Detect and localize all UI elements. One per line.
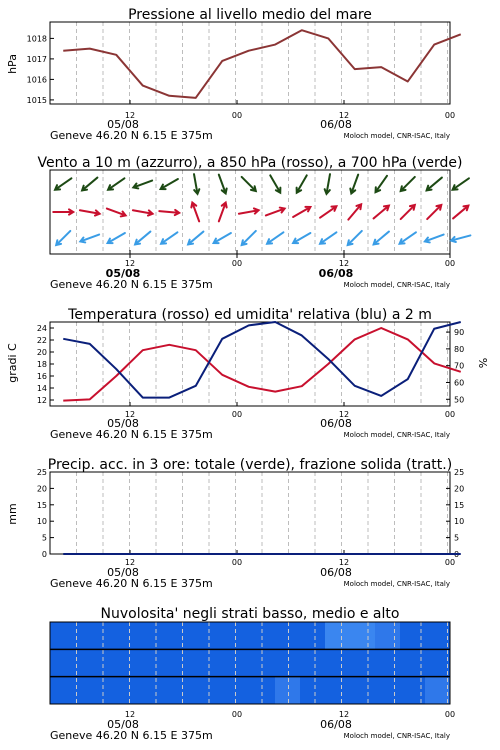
temperature-ytick-label: 16	[36, 372, 47, 381]
wind-700hpa-arrow	[82, 178, 97, 191]
temperature-ytick-label: 14	[36, 384, 47, 393]
wind-10m-arrow	[451, 235, 470, 242]
cloud-cell	[50, 677, 75, 704]
temperature-panel	[6, 307, 490, 441]
wind-700hpa-arrow	[242, 177, 256, 191]
pressure-xtick-3: 12	[338, 111, 350, 120]
temperature-date-1: 05/08	[107, 417, 139, 430]
precipitation-right-ytick-label: 20	[454, 484, 465, 494]
wind-850hpa-arrow	[53, 209, 73, 214]
wind-title: Vento a 10 m (azzurro), a 850 hPa (rosso), a 700 hPa (verde)	[37, 155, 463, 171]
pressure-ytick-label: 1015	[26, 95, 47, 105]
cloud-date-2: 06/08	[320, 718, 352, 731]
humidity-ytick-label: 60	[454, 378, 465, 388]
humidity-ylabel: %	[477, 357, 490, 369]
cloud-cell	[275, 649, 300, 676]
pressure-ytick-label: 1017	[26, 54, 47, 64]
cloud-cell	[200, 677, 225, 704]
wind-10m-arrow	[161, 232, 177, 243]
cloud-cell	[75, 677, 100, 704]
wind-10m-arrow	[293, 233, 310, 243]
wind-plot	[50, 170, 470, 258]
pressure-plot	[27, 22, 461, 105]
precipitation-ytick-label: 5	[41, 533, 47, 543]
cloud-cell	[100, 649, 125, 676]
precipitation-xtick-2: 00	[231, 558, 243, 567]
cloud-cell	[200, 649, 225, 676]
wind-700hpa-arrow	[161, 179, 178, 189]
wind-10m-arrow	[425, 235, 444, 243]
wind-700hpa-arrow	[401, 177, 415, 191]
wind-10m-arrow	[320, 232, 336, 243]
temperature-xtick-1: 12	[124, 410, 136, 419]
cloud-cell	[425, 649, 450, 676]
precipitation-date-2: 06/08	[320, 566, 352, 579]
wind-10m-arrow	[374, 232, 389, 245]
pressure-ytick-label: 1018	[26, 34, 47, 44]
pressure-date-2: 06/08	[320, 118, 352, 131]
wind-700hpa-arrow	[108, 178, 124, 189]
wind-xtick-3: 12	[338, 259, 350, 268]
cloud-location: Geneve 46.20 N 6.15 E 375m	[50, 729, 213, 742]
wind-700hpa-arrow	[453, 178, 469, 189]
wind-700hpa-arrow	[350, 175, 358, 194]
temperature-xtick-3: 12	[338, 410, 350, 419]
temperature-ytick-label: 12	[36, 396, 47, 405]
cloud-cell	[425, 622, 450, 649]
cloud-cell	[100, 677, 125, 704]
cloud-cell	[100, 622, 125, 649]
cloud-cell	[325, 649, 350, 676]
precipitation-ytick-label: 20	[36, 484, 47, 494]
pressure-title: Pressione al livello medio del mare	[128, 7, 372, 23]
precipitation-frame	[50, 472, 450, 554]
precipitation-plot	[37, 468, 464, 559]
cloud-date-1: 05/08	[107, 718, 139, 731]
wind-10m-arrow	[80, 235, 99, 243]
pressure-panel	[6, 7, 461, 142]
precipitation-right-ytick-label: 5	[454, 533, 460, 543]
cloud-cell	[50, 622, 75, 649]
wind-850hpa-arrow	[266, 208, 285, 216]
cloud-cell	[375, 677, 400, 704]
cloud-cell	[350, 649, 375, 676]
cloud-cell	[125, 622, 150, 649]
temperature-ytick-label: 24	[36, 324, 47, 333]
wind-850hpa-arrow	[80, 210, 100, 215]
wind-850hpa-arrow	[159, 210, 179, 215]
precipitation-xtick-4: 00	[444, 558, 456, 567]
wind-10m-arrow	[348, 231, 362, 245]
precipitation-title: Precip. acc. in 3 ore: totale (verde), frazione solida (tratt.)	[47, 457, 453, 473]
cloud-cell	[175, 649, 200, 676]
cloud-cell	[350, 677, 375, 704]
pressure-location: Geneve 46.20 N 6.15 E 375m	[50, 129, 213, 142]
wind-700hpa-arrow	[194, 174, 199, 194]
cloud-cell	[125, 677, 150, 704]
precipitation-ytick-label: 10	[36, 517, 47, 527]
wind-700hpa-arrow	[427, 178, 442, 191]
precipitation-right-ytick-label: 15	[454, 500, 465, 510]
wind-700hpa-arrow	[55, 178, 71, 189]
cloud-cell	[375, 622, 400, 649]
precipitation-xtick-3: 12	[338, 558, 350, 567]
wind-700hpa-arrow	[297, 175, 307, 192]
wind-location: Geneve 46.20 N 6.15 E 375m	[50, 278, 213, 291]
wind-10m-arrow	[188, 232, 203, 245]
temperature-credit: Moloch model, CNR-ISAC, Italy	[343, 431, 450, 439]
cloud-plot	[50, 622, 450, 704]
temperature-ytick-label: 20	[36, 348, 47, 357]
cloud-cell	[300, 677, 325, 704]
wind-10m-arrow	[135, 232, 150, 245]
cloud-cell	[325, 622, 350, 649]
wind-850hpa-arrow	[107, 209, 126, 217]
wind-panel	[37, 155, 470, 291]
cloud-cell	[250, 649, 275, 676]
precipitation-location: Geneve 46.20 N 6.15 E 375m	[50, 577, 213, 590]
wind-850hpa-arrow	[239, 208, 259, 213]
cloud-cell	[350, 622, 375, 649]
cloud-cell	[250, 622, 275, 649]
temperature-title: Temperatura (rosso) ed umidita' relativa (blu) a 2 m	[68, 307, 432, 323]
cloud-cell	[425, 677, 450, 704]
pressure-xtick-4: 00	[444, 111, 456, 120]
precipitation-panel	[6, 457, 464, 590]
cloud-cell	[150, 677, 175, 704]
temperature-xtick-4: 00	[444, 410, 456, 419]
precipitation-xtick-1: 12	[124, 558, 136, 567]
precipitation-date-1: 05/08	[107, 566, 139, 579]
wind-850hpa-arrow	[219, 203, 227, 222]
cloud-cell	[75, 649, 100, 676]
wind-credit: Moloch model, CNR-ISAC, Italy	[343, 281, 450, 289]
wind-xtick-1: 12	[124, 259, 136, 268]
pressure-ytick-label: 1016	[26, 75, 47, 85]
humidity-ytick-label: 50	[454, 395, 465, 405]
cloud-cell	[50, 649, 75, 676]
temperature-ytick-label: 22	[36, 336, 47, 345]
temperature-ytick-label: 18	[36, 360, 47, 369]
wind-850hpa-arrow	[133, 210, 153, 215]
wind-10m-arrow	[108, 233, 125, 243]
wind-850hpa-arrow	[453, 206, 468, 219]
cloud-cell	[150, 649, 175, 676]
precipitation-ylabel: mm	[6, 503, 19, 525]
wind-850hpa-arrow	[374, 206, 389, 219]
cloud-cell	[225, 677, 250, 704]
wind-850hpa-arrow	[348, 204, 361, 219]
cloud-xtick-2: 00	[231, 710, 243, 719]
cloud-credit: Moloch model, CNR-ISAC, Italy	[343, 732, 450, 740]
cloud-cell	[150, 622, 175, 649]
precipitation-credit: Moloch model, CNR-ISAC, Italy	[343, 580, 450, 588]
cloud-panel	[50, 606, 455, 742]
pressure-date-1: 05/08	[107, 118, 139, 131]
cloud-cell	[225, 649, 250, 676]
precipitation-right-ytick-label: 0	[454, 550, 460, 559]
wind-10m-arrow	[267, 232, 283, 243]
cloud-xtick-1: 12	[124, 710, 136, 719]
pressure-credit: Moloch model, CNR-ISAC, Italy	[343, 132, 450, 140]
cloud-cell	[275, 677, 300, 704]
wind-xtick-4: 00	[444, 259, 456, 268]
precipitation-right-ytick-label: 10	[454, 517, 465, 527]
wind-xtick-2: 00	[231, 259, 243, 268]
wind-700hpa-arrow	[270, 175, 280, 192]
cloud-cell	[300, 649, 325, 676]
wind-10m-arrow	[214, 233, 231, 243]
cloud-cell	[125, 649, 150, 676]
pressure-xtick-1: 12	[124, 111, 136, 120]
wind-700hpa-arrow	[325, 174, 330, 194]
cloud-xtick-4: 00	[444, 710, 456, 719]
cloud-cell	[250, 677, 275, 704]
pressure-xtick-2: 00	[231, 111, 243, 120]
cloud-cell	[75, 622, 100, 649]
wind-10m-arrow	[56, 231, 70, 245]
cloud-cell	[175, 622, 200, 649]
temperature-xtick-2: 00	[231, 410, 243, 419]
precipitation-right-ytick-label: 25	[454, 468, 465, 477]
pressure-ylabel: hPa	[6, 54, 19, 74]
wind-700hpa-arrow	[376, 176, 387, 192]
precipitation-ytick-label: 25	[36, 468, 47, 477]
wind-10m-arrow	[242, 231, 256, 245]
cloud-title: Nuvolosita' negli strati basso, medio e alto	[100, 606, 400, 622]
precipitation-ytick-label: 15	[36, 500, 47, 510]
wind-850hpa-arrow	[293, 207, 310, 217]
cloud-cell	[175, 677, 200, 704]
temperature-location: Geneve 46.20 N 6.15 E 375m	[50, 428, 213, 441]
humidity-ytick-label: 80	[454, 344, 465, 354]
cloud-cell	[275, 622, 300, 649]
temperature-ylabel: gradi C	[6, 343, 19, 383]
wind-date-1: 05/08	[105, 267, 141, 280]
cloud-cell	[200, 622, 225, 649]
cloud-cell	[300, 622, 325, 649]
cloud-cell	[325, 677, 350, 704]
wind-date-2: 06/08	[318, 267, 354, 280]
cloud-xtick-3: 12	[338, 710, 350, 719]
temperature-date-2: 06/08	[320, 417, 352, 430]
wind-850hpa-arrow	[427, 205, 441, 219]
humidity-ytick-label: 70	[454, 361, 465, 371]
wind-850hpa-arrow	[320, 206, 336, 217]
humidity-ytick-label: 90	[454, 328, 465, 338]
cloud-cell	[225, 622, 250, 649]
temperature-plot	[37, 322, 464, 406]
wind-850hpa-arrow	[191, 203, 199, 222]
cloud-cell	[375, 649, 400, 676]
wind-700hpa-arrow	[133, 181, 152, 189]
wind-700hpa-arrow	[219, 175, 227, 194]
wind-10m-arrow	[400, 232, 416, 243]
precipitation-ytick-label: 0	[41, 550, 47, 559]
wind-850hpa-arrow	[401, 205, 415, 219]
pressure-frame	[50, 22, 450, 104]
